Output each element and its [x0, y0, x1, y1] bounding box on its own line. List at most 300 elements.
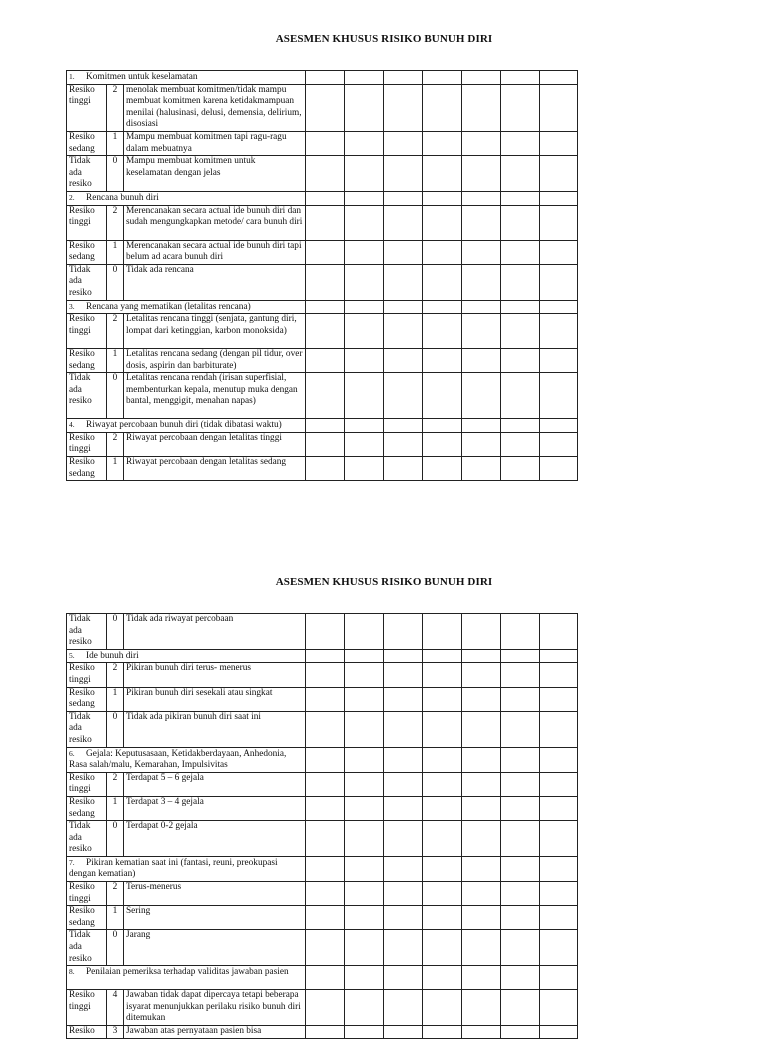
item-row [67, 457, 578, 481]
score-entry-cell[interactable] [423, 457, 462, 481]
score-entry-cell[interactable] [306, 856, 345, 881]
score-entry-cell[interactable] [345, 930, 384, 966]
score-entry-cell[interactable] [423, 796, 462, 820]
score-entry-cell[interactable] [501, 711, 540, 747]
item-row [67, 821, 578, 857]
score-entry-cell[interactable] [384, 419, 423, 433]
risk-level-cell: Resiko tinggi [67, 772, 107, 796]
score-entry-cell[interactable] [384, 856, 423, 881]
score-cell: 2 [107, 663, 124, 687]
score-entry-cell[interactable] [540, 432, 578, 456]
score-entry-cell[interactable] [462, 882, 501, 906]
score-entry-cell[interactable] [540, 131, 578, 155]
score-entry-cell[interactable] [540, 649, 578, 663]
score-entry-cell[interactable] [501, 614, 540, 650]
criteria-description-cell: Tidak ada rencana [124, 264, 306, 300]
score-entry-cell[interactable] [501, 156, 540, 192]
score-entry-cell[interactable] [501, 747, 540, 772]
score-entry-cell[interactable] [423, 990, 462, 1026]
score-entry-cell[interactable] [423, 614, 462, 650]
score-entry-cell[interactable] [384, 966, 423, 990]
criteria-description-cell: Sering [124, 906, 306, 930]
score-entry-cell[interactable] [540, 882, 578, 906]
score-entry-cell[interactable] [501, 349, 540, 373]
score-entry-cell[interactable] [384, 906, 423, 930]
section-row [67, 966, 578, 990]
score-entry-cell[interactable] [423, 906, 462, 930]
score-entry-cell[interactable] [345, 419, 384, 433]
score-entry-cell[interactable] [501, 882, 540, 906]
section-number: 1. [69, 72, 75, 81]
score-entry-cell[interactable] [423, 1026, 462, 1039]
section-title: Ide bunuh diri [86, 650, 139, 661]
score-entry-cell[interactable] [384, 373, 423, 419]
section-header [67, 191, 306, 205]
score-cell: 4 [107, 990, 124, 1026]
score-entry-cell[interactable] [462, 314, 501, 349]
score-entry-cell[interactable] [306, 821, 345, 857]
score-entry-cell[interactable] [384, 457, 423, 481]
score-entry-cell[interactable] [540, 614, 578, 650]
score-entry-cell[interactable] [540, 796, 578, 820]
score-cell: 0 [107, 373, 124, 419]
score-cell: 1 [107, 131, 124, 155]
score-entry-cell[interactable] [384, 772, 423, 796]
score-entry-cell[interactable] [501, 1026, 540, 1039]
item-row [67, 349, 578, 373]
section-row [67, 419, 578, 433]
score-entry-cell[interactable] [501, 966, 540, 990]
score-entry-cell[interactable] [345, 882, 384, 906]
score-entry-cell[interactable] [540, 156, 578, 192]
score-entry-cell[interactable] [501, 373, 540, 419]
score-entry-cell[interactable] [462, 649, 501, 663]
score-entry-cell[interactable] [423, 240, 462, 264]
risk-level-cell: Resiko sedang [67, 457, 107, 481]
score-entry-cell[interactable] [540, 457, 578, 481]
score-entry-cell[interactable] [501, 796, 540, 820]
score-entry-cell[interactable] [384, 796, 423, 820]
score-cell: 1 [107, 240, 124, 264]
score-entry-cell[interactable] [306, 373, 345, 419]
document-title: ASESMEN KHUSUS RISIKO BUNUH DIRI [275, 33, 493, 45]
item-row [67, 882, 578, 906]
score-entry-cell[interactable] [423, 711, 462, 747]
score-entry-cell[interactable] [306, 687, 345, 711]
score-entry-cell[interactable] [384, 821, 423, 857]
score-entry-cell[interactable] [540, 71, 578, 85]
score-entry-cell[interactable] [501, 191, 540, 205]
section-row [67, 71, 578, 85]
score-entry-cell[interactable] [423, 314, 462, 349]
score-entry-cell[interactable] [462, 930, 501, 966]
risk-level-cell: Resiko tinggi [67, 432, 107, 456]
score-entry-cell[interactable] [462, 772, 501, 796]
score-entry-cell[interactable] [306, 711, 345, 747]
score-entry-cell[interactable] [306, 205, 345, 240]
risk-level-cell: Resiko sedang [67, 906, 107, 930]
score-entry-cell[interactable] [384, 349, 423, 373]
score-entry-cell[interactable] [306, 966, 345, 990]
score-entry-cell[interactable] [501, 649, 540, 663]
score-entry-cell[interactable] [423, 687, 462, 711]
score-entry-cell[interactable] [540, 300, 578, 314]
score-entry-cell[interactable] [345, 457, 384, 481]
score-entry-cell[interactable] [423, 264, 462, 300]
score-entry-cell[interactable] [462, 614, 501, 650]
score-entry-cell[interactable] [540, 966, 578, 990]
score-entry-cell[interactable] [501, 772, 540, 796]
score-entry-cell[interactable] [345, 314, 384, 349]
risk-level-cell: Resiko sedang [67, 687, 107, 711]
criteria-description-cell: Jawaban tidak dapat dipercaya tetapi beberapa isyarat menunjukkan perilaku risiko bunuh diri ditemukan [124, 990, 306, 1026]
risk-level-cell: Tidak ada resiko [67, 373, 107, 419]
score-entry-cell[interactable] [345, 796, 384, 820]
item-row [67, 156, 578, 192]
score-entry-cell[interactable] [423, 131, 462, 155]
item-row [67, 373, 578, 419]
score-entry-cell[interactable] [384, 614, 423, 650]
score-entry-cell[interactable] [423, 432, 462, 456]
score-entry-cell[interactable] [306, 131, 345, 155]
section-header [67, 649, 306, 663]
score-entry-cell[interactable] [540, 930, 578, 966]
score-entry-cell[interactable] [501, 264, 540, 300]
score-cell: 1 [107, 457, 124, 481]
score-entry-cell[interactable] [345, 264, 384, 300]
score-entry-cell[interactable] [384, 84, 423, 131]
score-entry-cell[interactable] [345, 131, 384, 155]
score-entry-cell[interactable] [540, 821, 578, 857]
score-entry-cell[interactable] [306, 990, 345, 1026]
score-entry-cell[interactable] [345, 906, 384, 930]
score-entry-cell[interactable] [384, 191, 423, 205]
score-entry-cell[interactable] [306, 457, 345, 481]
section-number: 2. [69, 192, 75, 202]
score-entry-cell[interactable] [384, 300, 423, 314]
score-entry-cell[interactable] [540, 711, 578, 747]
score-entry-cell[interactable] [384, 649, 423, 663]
score-entry-cell[interactable] [540, 747, 578, 772]
score-entry-cell[interactable] [501, 856, 540, 881]
score-entry-cell[interactable] [423, 205, 462, 240]
score-entry-cell[interactable] [423, 71, 462, 85]
score-entry-cell[interactable] [423, 649, 462, 663]
score-entry-cell[interactable] [462, 966, 501, 990]
risk-level-cell: Resiko sedang [67, 349, 107, 373]
score-entry-cell[interactable] [462, 457, 501, 481]
score-entry-cell[interactable] [462, 84, 501, 131]
section-title: Komitmen untuk keselamatan [86, 72, 198, 82]
section-title: Riwayat percobaan bunuh diri (tidak dibatasi waktu) [86, 420, 282, 431]
score-entry-cell[interactable] [345, 856, 384, 881]
score-entry-cell[interactable] [462, 663, 501, 687]
criteria-description-cell: Pikiran bunuh diri sesekali atau singkat [124, 687, 306, 711]
score-entry-cell[interactable] [423, 772, 462, 796]
item-row [67, 314, 578, 349]
score-entry-cell[interactable] [306, 663, 345, 687]
risk-level-cell: Resiko sedang [67, 240, 107, 264]
score-entry-cell[interactable] [462, 990, 501, 1026]
score-cell: 0 [107, 821, 124, 857]
score-entry-cell[interactable] [345, 240, 384, 264]
score-entry-cell[interactable] [345, 990, 384, 1026]
score-entry-cell[interactable] [384, 882, 423, 906]
criteria-description-cell: Riwayat percobaan dengan letalitas sedang [124, 457, 306, 481]
score-entry-cell[interactable] [501, 687, 540, 711]
score-entry-cell[interactable] [345, 191, 384, 205]
score-entry-cell[interactable] [306, 649, 345, 663]
score-entry-cell[interactable] [306, 240, 345, 264]
score-cell: 1 [107, 687, 124, 711]
item-row [67, 614, 578, 650]
score-entry-cell[interactable] [501, 314, 540, 349]
score-entry-cell[interactable] [306, 796, 345, 820]
score-entry-cell[interactable] [462, 191, 501, 205]
score-entry-cell[interactable] [462, 432, 501, 456]
score-entry-cell[interactable] [462, 156, 501, 192]
score-entry-cell[interactable] [384, 131, 423, 155]
score-entry-cell[interactable] [462, 131, 501, 155]
score-cell: 0 [107, 930, 124, 966]
score-entry-cell[interactable] [423, 191, 462, 205]
score-entry-cell[interactable] [462, 906, 501, 930]
score-entry-cell[interactable] [423, 349, 462, 373]
score-entry-cell[interactable] [345, 966, 384, 990]
score-entry-cell[interactable] [423, 747, 462, 772]
score-entry-cell[interactable] [345, 1026, 384, 1039]
score-entry-cell[interactable] [384, 747, 423, 772]
score-entry-cell[interactable] [540, 687, 578, 711]
score-entry-cell[interactable] [501, 71, 540, 85]
score-entry-cell[interactable] [501, 419, 540, 433]
risk-level-cell: Tidak ada resiko [67, 930, 107, 966]
score-entry-cell[interactable] [501, 84, 540, 131]
score-entry-cell[interactable] [306, 264, 345, 300]
risk-level-cell: Tidak ada resiko [67, 264, 107, 300]
score-entry-cell[interactable] [501, 432, 540, 456]
score-entry-cell[interactable] [384, 205, 423, 240]
score-entry-cell[interactable] [501, 457, 540, 481]
score-entry-cell[interactable] [345, 687, 384, 711]
score-entry-cell[interactable] [540, 84, 578, 131]
item-row [67, 796, 578, 820]
score-entry-cell[interactable] [384, 711, 423, 747]
risk-level-cell: Tidak ada resiko [67, 711, 107, 747]
score-cell: 0 [107, 156, 124, 192]
score-entry-cell[interactable] [423, 419, 462, 433]
score-entry-cell[interactable] [501, 906, 540, 930]
score-entry-cell[interactable] [423, 856, 462, 881]
score-entry-cell[interactable] [501, 990, 540, 1026]
score-entry-cell[interactable] [540, 1026, 578, 1039]
score-entry-cell[interactable] [384, 687, 423, 711]
item-row [67, 990, 578, 1026]
section-row [67, 191, 578, 205]
score-entry-cell[interactable] [423, 882, 462, 906]
score-entry-cell[interactable] [345, 432, 384, 456]
score-entry-cell[interactable] [306, 156, 345, 192]
score-entry-cell[interactable] [306, 314, 345, 349]
score-entry-cell[interactable] [462, 687, 501, 711]
item-row [67, 264, 578, 300]
score-entry-cell[interactable] [423, 966, 462, 990]
criteria-description-cell: Letalitas rencana tinggi (senjata, gantung diri, lompat dari ketinggian, karbon monoksida) [124, 314, 306, 349]
item-row [67, 906, 578, 930]
score-entry-cell[interactable] [345, 772, 384, 796]
section-title: Rencana yang mematikan (letalitas rencana) [86, 301, 251, 312]
score-entry-cell[interactable] [462, 264, 501, 300]
score-entry-cell[interactable] [306, 747, 345, 772]
score-entry-cell[interactable] [384, 663, 423, 687]
score-entry-cell[interactable] [345, 821, 384, 857]
score-entry-cell[interactable] [345, 349, 384, 373]
score-cell: 2 [107, 84, 124, 131]
score-entry-cell[interactable] [384, 930, 423, 966]
score-entry-cell[interactable] [501, 930, 540, 966]
score-entry-cell[interactable] [306, 1026, 345, 1039]
score-entry-cell[interactable] [306, 882, 345, 906]
section-row [67, 300, 578, 314]
score-entry-cell[interactable] [423, 156, 462, 192]
assessment-table-2 [66, 613, 578, 1039]
score-entry-cell[interactable] [384, 314, 423, 349]
risk-level-cell: Resiko tinggi [67, 882, 107, 906]
section-number: 8. [69, 967, 75, 977]
score-entry-cell[interactable] [540, 419, 578, 433]
score-entry-cell[interactable] [501, 821, 540, 857]
score-entry-cell[interactable] [540, 314, 578, 349]
score-entry-cell[interactable] [306, 614, 345, 650]
criteria-description-cell: Riwayat percobaan dengan letalitas tinggi [124, 432, 306, 456]
section-title: Rencana bunuh diri [86, 192, 159, 203]
score-entry-cell[interactable] [540, 906, 578, 930]
score-entry-cell[interactable] [345, 71, 384, 85]
score-entry-cell[interactable] [423, 930, 462, 966]
score-entry-cell[interactable] [345, 156, 384, 192]
score-entry-cell[interactable] [540, 373, 578, 419]
score-entry-cell[interactable] [306, 906, 345, 930]
score-entry-cell[interactable] [423, 821, 462, 857]
score-entry-cell[interactable] [501, 300, 540, 314]
score-entry-cell[interactable] [540, 264, 578, 300]
score-entry-cell[interactable] [540, 772, 578, 796]
score-entry-cell[interactable] [384, 240, 423, 264]
score-entry-cell[interactable] [306, 300, 345, 314]
score-entry-cell[interactable] [423, 84, 462, 131]
score-entry-cell[interactable] [462, 711, 501, 747]
score-entry-cell[interactable] [306, 930, 345, 966]
score-entry-cell[interactable] [540, 205, 578, 240]
criteria-description-cell: menolak membuat komitmen/tidak mampu membuat komitmen karena ketidakmampuan menilai (halusinasi, delusi, demensia, delirium, disosiasi [124, 84, 306, 131]
score-entry-cell[interactable] [345, 84, 384, 131]
criteria-description-cell: Jarang [124, 930, 306, 966]
score-entry-cell[interactable] [306, 349, 345, 373]
document-title: ASESMEN KHUSUS RISIKO BUNUH DIRI [275, 576, 493, 588]
score-entry-cell[interactable] [345, 205, 384, 240]
risk-level-cell: Resiko [67, 1026, 107, 1039]
score-entry-cell[interactable] [501, 131, 540, 155]
score-entry-cell[interactable] [345, 373, 384, 419]
risk-level-cell: Tidak ada resiko [67, 614, 107, 650]
score-entry-cell[interactable] [462, 71, 501, 85]
section-header [67, 71, 306, 85]
score-entry-cell[interactable] [384, 71, 423, 85]
risk-level-cell: Resiko tinggi [67, 663, 107, 687]
score-entry-cell[interactable] [462, 821, 501, 857]
score-entry-cell[interactable] [384, 432, 423, 456]
criteria-description-cell: Mampu membuat komitmen tapi ragu-ragu dalam mebuatnya [124, 131, 306, 155]
score-entry-cell[interactable] [462, 796, 501, 820]
score-entry-cell[interactable] [345, 614, 384, 650]
criteria-description-cell: Merencanakan secara actual ide bunuh diri tapi belum ad acara bunuh diri [124, 240, 306, 264]
score-entry-cell[interactable] [384, 1026, 423, 1039]
score-entry-cell[interactable] [306, 772, 345, 796]
score-entry-cell[interactable] [306, 419, 345, 433]
score-entry-cell[interactable] [345, 300, 384, 314]
score-entry-cell[interactable] [345, 747, 384, 772]
score-entry-cell[interactable] [540, 191, 578, 205]
section-row [67, 747, 578, 772]
score-cell: 0 [107, 264, 124, 300]
score-entry-cell[interactable] [306, 432, 345, 456]
score-entry-cell[interactable] [306, 191, 345, 205]
score-entry-cell[interactable] [462, 856, 501, 881]
score-entry-cell[interactable] [540, 240, 578, 264]
score-entry-cell[interactable] [384, 156, 423, 192]
score-entry-cell[interactable] [345, 711, 384, 747]
score-cell: 2 [107, 314, 124, 349]
score-entry-cell[interactable] [306, 71, 345, 85]
score-entry-cell[interactable] [462, 349, 501, 373]
score-entry-cell[interactable] [384, 264, 423, 300]
section-row [67, 649, 578, 663]
item-row [67, 930, 578, 966]
score-cell: 2 [107, 205, 124, 240]
score-entry-cell[interactable] [384, 990, 423, 1026]
section-number: 7. [69, 857, 75, 867]
score-entry-cell[interactable] [462, 1026, 501, 1039]
score-entry-cell[interactable] [501, 240, 540, 264]
score-entry-cell[interactable] [345, 663, 384, 687]
section-header [67, 856, 306, 881]
score-entry-cell[interactable] [540, 990, 578, 1026]
score-entry-cell[interactable] [462, 300, 501, 314]
score-entry-cell[interactable] [423, 663, 462, 687]
score-entry-cell[interactable] [423, 373, 462, 419]
score-entry-cell[interactable] [345, 649, 384, 663]
score-entry-cell[interactable] [462, 373, 501, 419]
criteria-description-cell: Terus-menerus [124, 882, 306, 906]
criteria-description-cell: Tidak ada riwayat percobaan [124, 614, 306, 650]
score-entry-cell[interactable] [540, 349, 578, 373]
item-row [67, 1026, 578, 1039]
score-entry-cell[interactable] [540, 663, 578, 687]
score-entry-cell[interactable] [501, 663, 540, 687]
score-entry-cell[interactable] [501, 205, 540, 240]
score-entry-cell[interactable] [462, 240, 501, 264]
score-entry-cell[interactable] [540, 856, 578, 881]
score-cell: 0 [107, 614, 124, 650]
risk-level-cell: Resiko tinggi [67, 205, 107, 240]
section-number: 3. [69, 301, 75, 311]
score-entry-cell[interactable] [306, 84, 345, 131]
score-entry-cell[interactable] [423, 300, 462, 314]
score-entry-cell[interactable] [462, 205, 501, 240]
score-entry-cell[interactable] [462, 747, 501, 772]
score-entry-cell[interactable] [462, 419, 501, 433]
score-cell: 1 [107, 906, 124, 930]
